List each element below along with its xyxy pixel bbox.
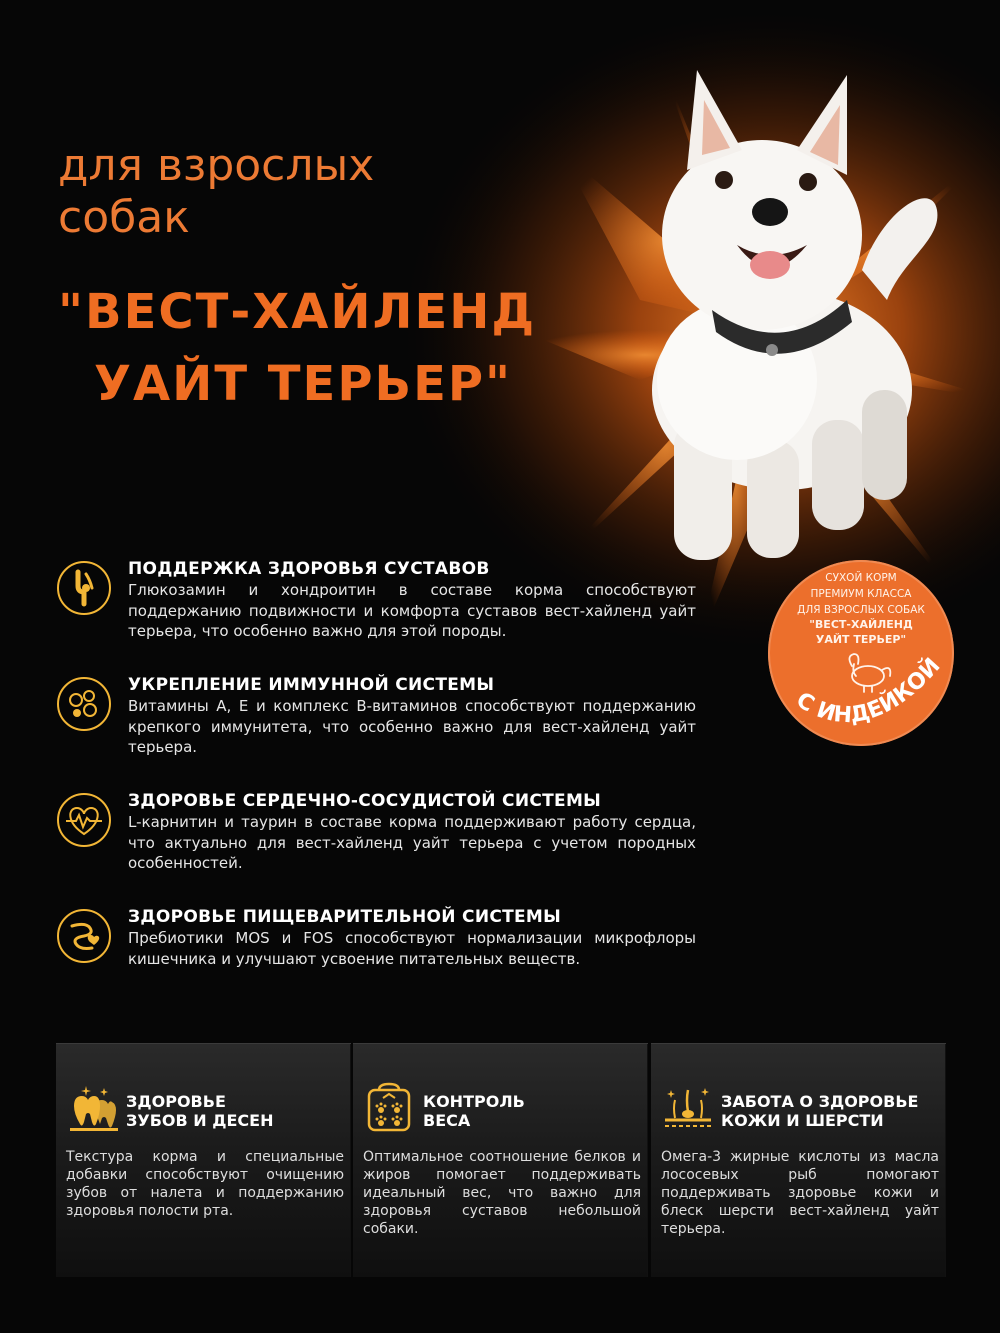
card-title: [721, 1092, 918, 1130]
card-weight: [353, 1043, 648, 1277]
badge-graphic: [768, 560, 954, 746]
badge-flavor: С ИНДЕЙКОЙ: [791, 653, 946, 729]
feature-title: УКРЕПЛЕНИЕ ИММУННОЙ СИСТЕМЫ: [128, 675, 495, 695]
badge-line2: ПРЕМИУМ КЛАССА: [810, 588, 912, 600]
feature-list: [56, 558, 706, 1006]
card-teeth: [56, 1043, 351, 1277]
card-description: Оптимальное соотношение белков и жиров помогает поддерживать идеальный вес, что важно для здоровья суставов небольшой собаки.: [363, 1149, 641, 1237]
heart-pulse-icon: [56, 792, 112, 848]
feature-item-joints: [56, 558, 706, 674]
teeth-icon: [66, 1080, 120, 1134]
badge-line1: СУХОЙ КОРМ: [825, 572, 897, 584]
feature-item-immunity: [56, 674, 706, 790]
card-title: [126, 1092, 273, 1130]
feature-title: ЗДОРОВЬЕ СЕРДЕЧНО-СОСУДИСТОЙ СИСТЕМЫ: [128, 791, 602, 811]
headline-main-line1: "ВЕСТ-ХАЙЛЕНД: [58, 284, 537, 340]
headline-sub-line2: собак: [58, 192, 190, 243]
feature-item-digestion: [56, 906, 706, 1006]
skin-hair-icon: [661, 1080, 715, 1134]
badge-name-line2: УАЙТ ТЕРЬЕР": [815, 633, 907, 646]
headline-main-line2: УАЙТ ТЕРЬЕР": [94, 356, 513, 412]
badge-line3: ДЛЯ ВЗРОСЛЫХ СОБАК: [797, 604, 925, 616]
badge-name-line1: "ВЕСТ-ХАЙЛЕНД: [809, 618, 913, 631]
card-title-line1: ЗДОРОВЬЕ: [126, 1092, 226, 1111]
headline-title: [58, 276, 536, 420]
card-title: [423, 1092, 525, 1130]
feature-item-heart: [56, 790, 706, 906]
card-skin-coat: [651, 1043, 946, 1277]
feature-description: Пребиотики MOS и FOS способствуют нормализации микрофлоры кишечника и улучшают усвоение питательных веществ.: [128, 929, 696, 968]
card-title-line1: ЗАБОТА О ЗДОРОВЬЕ: [721, 1092, 919, 1111]
joint-icon: [56, 560, 112, 616]
turkey-icon: [849, 654, 890, 692]
feature-description: Витамины A, E и комплекс B-витаминов способствуют поддержанию крепкого иммунитета, что особенно важно для вест-хайленд уайт терьера.: [128, 697, 696, 756]
card-title-line1: КОНТРОЛЬ: [423, 1092, 525, 1111]
card-description: Текстура корма и специальные добавки способствуют очищению зубов от налета и поддержанию здоровья полости рта.: [66, 1149, 344, 1219]
card-title-line2: ЗУБОВ И ДЕСЕН: [126, 1111, 274, 1130]
feature-title: ЗДОРОВЬЕ ПИЩЕВАРИТЕЛЬНОЙ СИСТЕМЫ: [128, 907, 562, 927]
vitamins-icon: [56, 676, 112, 732]
card-title-line2: КОЖИ И ШЕРСТИ: [721, 1111, 884, 1130]
headline-sub-line1: для взрослых: [58, 140, 375, 191]
digestion-icon: [56, 908, 112, 964]
product-badge: [768, 560, 954, 746]
card-description: Омега-3 жирные кислоты из масла лососевых рыб помогают поддерживать здоровье кожи и блеск шерсти вест-хайленд уайт терьера.: [661, 1149, 939, 1237]
feature-description: L-карнитин и таурин в составе корма поддерживают работу сердца, что актуально для вест-хайленд уайт терьера с учетом породных особенностей.: [128, 813, 696, 872]
card-title-line2: ВЕСА: [423, 1111, 471, 1130]
feature-description: Глюкозамин и хондроитин в составе корма способствуют поддержанию подвижности и комфорта суставов вест-хайленд уайт терьера, что особенно важно для этой породы.: [128, 581, 696, 640]
feature-title: ПОДДЕРЖКА ЗДОРОВЬЯ СУСТАВОВ: [128, 559, 490, 579]
headline-subtitle: [58, 140, 374, 244]
west-highland-terrier-image: [612, 60, 957, 570]
benefit-cards: [56, 1043, 946, 1276]
scale-paws-icon: [363, 1080, 417, 1134]
